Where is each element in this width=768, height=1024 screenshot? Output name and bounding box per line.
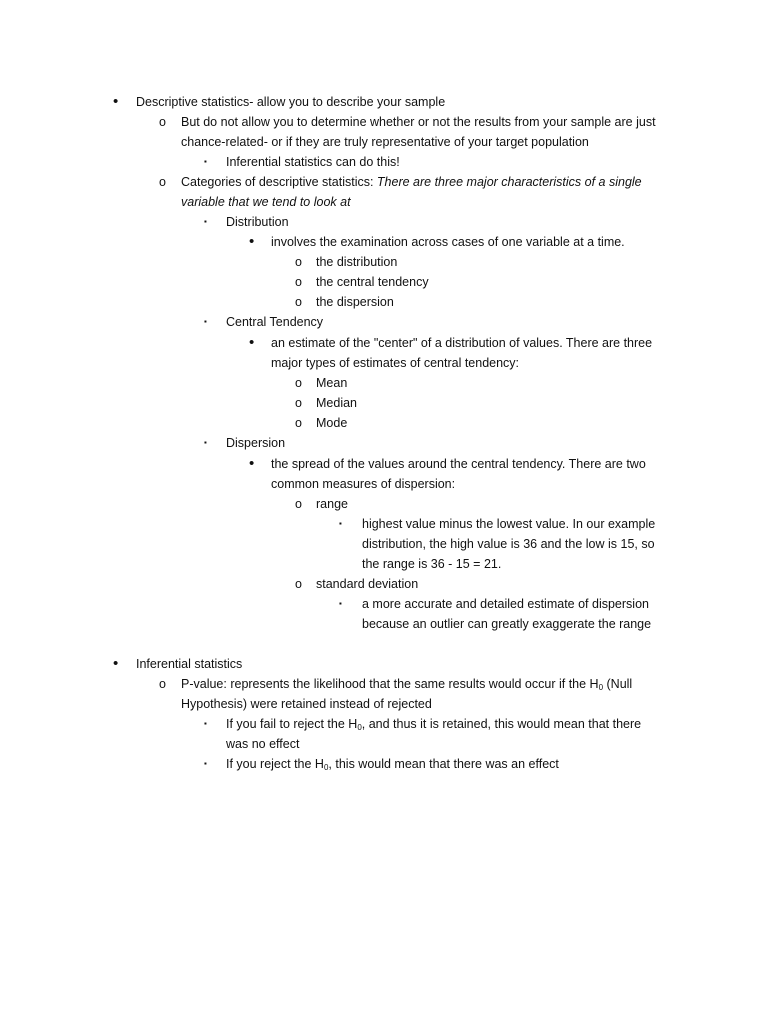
bullet-square: ▪ — [204, 438, 207, 447]
descriptive-heading: Descriptive statistics- allow you to describe your sample — [136, 95, 446, 109]
bullet-circle: o — [159, 677, 166, 691]
reject-text-end: , this would mean that there was an effect — [328, 757, 559, 771]
item-text: because an outlier can greatly exaggerate the range — [362, 617, 652, 631]
bullet-circle: o — [295, 577, 302, 591]
item-text: Mean — [316, 376, 348, 390]
dispersion-title: Dispersion — [226, 436, 286, 450]
bullet-square: ▪ — [339, 519, 342, 528]
bullet-dot: • — [249, 455, 255, 472]
item-text: Median — [316, 396, 357, 410]
item-text: the dispersion — [316, 295, 394, 309]
item-text: was no effect — [226, 737, 300, 751]
reject-text: If you reject the H — [226, 757, 324, 771]
subscript: 0 — [598, 683, 604, 692]
item-text: chance-related- or if they are truly representative of your target population — [181, 135, 589, 149]
item-text: the central tendency — [316, 275, 429, 289]
item-text: highest value minus the lowest value. In our example — [362, 517, 656, 531]
item-text — [226, 714, 641, 734]
bullet-square: ▪ — [204, 317, 207, 326]
categories-label: Categories of descriptive statistics: — [181, 175, 377, 189]
bullet-circle: o — [295, 376, 302, 390]
bullet-square: ▪ — [204, 719, 207, 728]
bullet-circle: o — [295, 295, 302, 309]
categories-italic: There are three major characteristics of a single — [376, 175, 642, 189]
item-text: range — [316, 497, 348, 511]
item-text — [226, 754, 559, 774]
fail-text: If you fail to reject the H — [226, 717, 358, 731]
item-text: standard deviation — [316, 577, 419, 591]
bullet-square: ▪ — [204, 157, 207, 166]
bullet-square: ▪ — [204, 217, 207, 226]
bullet-circle: o — [295, 416, 302, 430]
p-value-text: P-value: represents the likelihood that the same results would occur if the H — [181, 677, 599, 691]
item-text: Mode — [316, 416, 348, 430]
item-text: common measures of dispersion: — [271, 477, 456, 491]
distribution-title: Distribution — [226, 215, 289, 229]
fail-text-end: , and thus it is retained, this would mean that there — [361, 717, 642, 731]
item-text — [181, 674, 632, 694]
bullet-dot: • — [113, 655, 119, 672]
bullet-circle: o — [295, 275, 302, 289]
item-text: Hypothesis) were retained instead of rejected — [181, 697, 432, 711]
item-text: distribution, the high value is 36 and the low is 15, so — [362, 537, 655, 551]
item-text: the distribution — [316, 255, 398, 269]
bullet-circle: o — [295, 255, 302, 269]
item-text: Inferential statistics can do this! — [226, 155, 400, 169]
item-text: the spread of the values around the central tendency. There are two — [271, 457, 646, 471]
bullet-dot: • — [113, 93, 119, 110]
bullet-circle: o — [295, 396, 302, 410]
central-tendency-title: Central Tendency — [226, 315, 324, 329]
item-text: variable that we tend to look at — [181, 195, 351, 209]
item-text — [181, 172, 642, 192]
subscript: 0 — [357, 723, 362, 732]
bullet-dot: • — [249, 334, 255, 351]
item-text: major types of estimates of central tendency: — [271, 356, 520, 370]
inferential-heading: Inferential statistics — [136, 657, 243, 671]
bullet-square: ▪ — [204, 759, 207, 768]
item-text: But do not allow you to determine whether or not the results from your sample are just — [181, 115, 656, 129]
item-text: a more accurate and detailed estimate of dispersion — [362, 597, 649, 611]
bullet-circle: o — [295, 497, 302, 511]
bullet-circle: o — [159, 115, 166, 129]
item-text: the range is 36 - 15 = 21. — [362, 557, 502, 571]
bullet-square: ▪ — [339, 599, 342, 608]
item-text: an estimate of the "center" of a distribution of values. There are three — [271, 336, 653, 350]
item-text: involves the examination across cases of one variable at a time. — [271, 235, 625, 249]
subscript: 0 — [323, 763, 329, 772]
bullet-dot: • — [249, 233, 255, 250]
p-value-text-end: (Null — [603, 677, 633, 691]
bullet-circle: o — [159, 175, 166, 189]
